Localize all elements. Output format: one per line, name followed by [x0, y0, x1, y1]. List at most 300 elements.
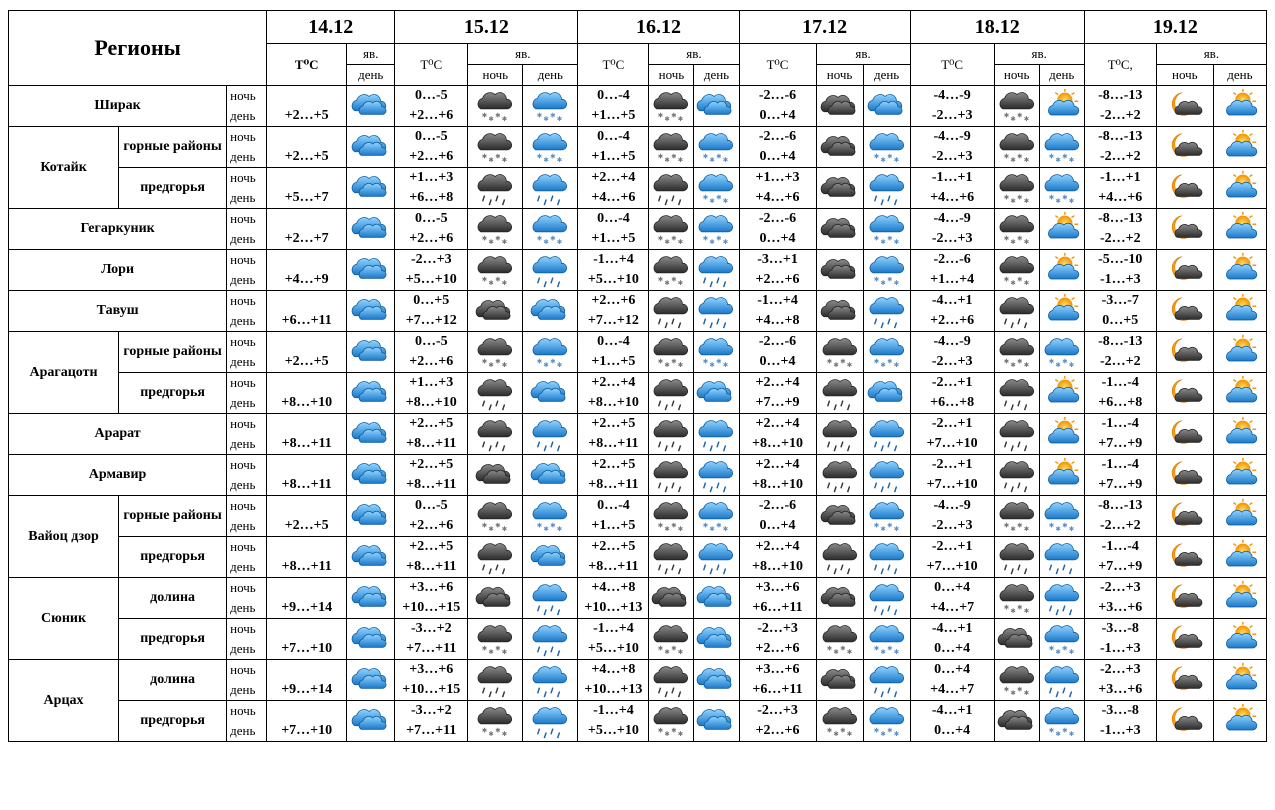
night-label: ночь — [230, 129, 256, 144]
svg-text:✱: ✱ — [537, 153, 543, 161]
moon-cloud-icon — [1156, 291, 1213, 332]
cloud-rain-icon — [649, 373, 694, 414]
temp-night: -2…+3 — [1099, 662, 1141, 677]
temp-day: 0…+4 — [759, 518, 796, 533]
cloud-snow-blue-icon — [1039, 168, 1084, 209]
cloud-rain-icon — [468, 537, 523, 578]
temp-cell — [578, 660, 649, 701]
day-header-3: день — [694, 65, 739, 86]
svg-text:✱: ✱ — [879, 280, 886, 288]
temp-cell — [1084, 578, 1156, 619]
temp-cell — [267, 660, 347, 701]
svg-text:✱: ✱ — [846, 362, 852, 370]
temp-cell — [910, 127, 994, 168]
temp-header-5: T⁰C — [910, 44, 994, 86]
night-day-labels — [227, 578, 267, 619]
cloud-rain-blue-icon — [523, 701, 578, 742]
temp-day: +4…+7 — [930, 682, 975, 697]
svg-text:✱: ✱ — [502, 362, 508, 370]
temp-header-3: T⁰C — [578, 44, 649, 86]
date-header-6: 19.12 — [1084, 11, 1266, 44]
svg-text:✱: ✱ — [678, 362, 684, 370]
temp-night: -3…-8 — [1101, 621, 1139, 636]
svg-text:✱: ✱ — [1055, 362, 1061, 370]
svg-text:✱: ✱ — [482, 358, 488, 366]
temp-cell — [739, 86, 816, 127]
cloud-dark-icon — [994, 619, 1039, 660]
cloud-blue-icon — [694, 578, 739, 619]
temp-cell — [910, 86, 994, 127]
svg-text:✱: ✱ — [873, 645, 879, 653]
temp-night: -3…+1 — [757, 252, 798, 267]
cloud-blue-icon — [523, 291, 578, 332]
cloud-blue-icon — [347, 537, 395, 578]
temp-cell — [739, 701, 816, 742]
svg-text:✱: ✱ — [723, 362, 729, 370]
temp-day: +7…+11 — [406, 641, 457, 656]
svg-text:✱: ✱ — [1048, 522, 1055, 530]
night-header-5: ночь — [994, 65, 1039, 86]
temp-day: +7…+9 — [1098, 477, 1143, 492]
cloud-rain-blue-icon — [694, 414, 739, 455]
temp-night: +2…+5 — [591, 416, 636, 431]
cloud-dark-icon — [816, 250, 863, 291]
temp-night: 0…-5 — [414, 129, 448, 144]
temp-cell — [739, 209, 816, 250]
night-day-labels — [227, 414, 267, 455]
cloud-blue-icon — [347, 414, 395, 455]
day-label: день — [230, 559, 256, 574]
temp-day: +2…+6 — [930, 313, 975, 328]
cloud-dark-icon — [468, 291, 523, 332]
temp-day: -2…+3 — [931, 108, 973, 123]
night-label: ночь — [230, 375, 256, 390]
cloud-snow-icon — [468, 209, 523, 250]
svg-text:✱: ✱ — [664, 649, 671, 657]
moon-cloud-icon — [1156, 414, 1213, 455]
night-label: ночь — [230, 580, 256, 595]
svg-text:✱: ✱ — [1061, 645, 1068, 653]
temp-cell — [739, 414, 816, 455]
svg-text:✱: ✱ — [1068, 731, 1075, 739]
cloud-snow-blue-icon — [863, 701, 910, 742]
cloud-rain-blue-icon — [523, 414, 578, 455]
temp-night: 0…-5 — [414, 88, 448, 103]
day-header-4: день — [863, 65, 910, 86]
svg-text:✱: ✱ — [488, 157, 495, 165]
temp-cell — [395, 250, 468, 291]
svg-text:✱: ✱ — [879, 731, 886, 739]
temp-night: +2…+4 — [755, 375, 800, 390]
sun-cloud-icon — [1213, 86, 1266, 127]
svg-text:✱: ✱ — [1016, 194, 1023, 202]
region-name: Арагацотн — [9, 332, 119, 414]
temp-cell — [578, 414, 649, 455]
svg-text:✱: ✱ — [502, 239, 508, 247]
phen-header-1: яв. — [347, 44, 395, 65]
table-row — [9, 250, 1267, 291]
temp-day: +7…+10 — [926, 477, 978, 492]
subregion-name: долина — [119, 578, 227, 619]
temp-cell — [1084, 496, 1156, 537]
moon-cloud-icon — [1156, 660, 1213, 701]
temp-night: 0…-4 — [597, 498, 630, 513]
svg-text:✱: ✱ — [1048, 358, 1055, 366]
temp-day: +10…+13 — [584, 682, 643, 697]
cloud-snow-blue-icon — [694, 496, 739, 537]
svg-text:✱: ✱ — [1055, 157, 1061, 165]
moon-cloud-icon — [1156, 332, 1213, 373]
temp-day: +6…+8 — [409, 190, 454, 205]
temp-day: +2…+5 — [284, 149, 329, 164]
svg-text:✱: ✱ — [482, 153, 488, 161]
temp-night: -2…+1 — [931, 375, 973, 390]
temp-cell — [267, 250, 347, 291]
table-row — [9, 578, 1267, 619]
night-day-labels — [227, 291, 267, 332]
temp-header-1: T⁰C — [267, 44, 347, 86]
svg-text:✱: ✱ — [893, 731, 899, 739]
temp-cell — [1084, 127, 1156, 168]
temp-night: -1…+4 — [593, 621, 634, 636]
cloud-rain-icon — [649, 537, 694, 578]
cloud-dark-icon — [816, 86, 863, 127]
temp-night: 0…-5 — [414, 211, 448, 226]
svg-text:✱: ✱ — [482, 112, 488, 120]
svg-text:✱: ✱ — [678, 731, 684, 739]
temp-cell — [739, 619, 816, 660]
temp-night: -2…-6 — [933, 252, 971, 267]
svg-text:✱: ✱ — [502, 280, 508, 288]
temp-cell — [267, 496, 347, 537]
svg-text:✱: ✱ — [1023, 239, 1030, 247]
temp-night: -4…+1 — [931, 293, 973, 308]
cloud-snow-icon — [468, 86, 523, 127]
svg-text:✱: ✱ — [716, 522, 723, 530]
date-header-2: 15.12 — [395, 11, 578, 44]
svg-text:✱: ✱ — [1068, 526, 1075, 534]
temp-day: +8…+11 — [406, 477, 457, 492]
cloud-blue-icon — [694, 701, 739, 742]
temp-cell — [395, 578, 468, 619]
cloud-dark-icon — [994, 701, 1039, 742]
table-row — [9, 537, 1267, 578]
day-label: день — [230, 436, 256, 451]
temp-day: +8…+11 — [281, 559, 332, 574]
cloud-snow-blue-icon — [694, 168, 739, 209]
temp-day: +2…+6 — [409, 231, 454, 246]
sun-cloud-icon — [1039, 291, 1084, 332]
temp-day: +8…+11 — [281, 477, 332, 492]
temp-cell — [578, 537, 649, 578]
cloud-snow-icon — [468, 496, 523, 537]
svg-text:✱: ✱ — [1048, 645, 1055, 653]
temp-cell — [578, 701, 649, 742]
temp-cell — [578, 86, 649, 127]
svg-text:✱: ✱ — [495, 522, 501, 530]
night-label: ночь — [230, 252, 256, 267]
cloud-snow-blue-icon — [1039, 701, 1084, 742]
svg-text:✱: ✱ — [1055, 731, 1061, 739]
svg-text:✱: ✱ — [1010, 239, 1016, 247]
svg-text:✱: ✱ — [671, 276, 678, 284]
cloud-dark-icon — [816, 168, 863, 209]
temp-night: -4…+1 — [931, 621, 973, 636]
moon-cloud-icon — [1156, 537, 1213, 578]
svg-text:✱: ✱ — [886, 276, 893, 284]
cloud-snow-blue-icon — [694, 127, 739, 168]
cloud-rain-blue-icon — [523, 168, 578, 209]
temp-night: -2…-6 — [758, 129, 797, 144]
sun-cloud-icon — [1213, 660, 1266, 701]
cloud-rain-icon — [468, 414, 523, 455]
cloud-rain-icon — [468, 168, 523, 209]
cloud-snow-icon — [994, 496, 1039, 537]
cloud-snow-blue-icon — [1039, 127, 1084, 168]
temp-day: 0…+4 — [759, 231, 796, 246]
cloud-blue-icon — [523, 455, 578, 496]
svg-text:✱: ✱ — [1023, 157, 1030, 165]
svg-text:✱: ✱ — [826, 645, 832, 653]
svg-text:✱: ✱ — [873, 153, 879, 161]
cloud-dark-icon — [816, 578, 863, 619]
night-day-labels — [227, 537, 267, 578]
region-name: Арарат — [9, 414, 227, 455]
region-name: Арцах — [9, 660, 119, 742]
cloud-snow-icon — [649, 332, 694, 373]
sun-cloud-icon — [1213, 619, 1266, 660]
temp-cell — [1084, 332, 1156, 373]
temp-day: +7…+10 — [926, 436, 978, 451]
temp-night: -8…-13 — [1098, 211, 1143, 226]
cloud-blue-icon — [694, 619, 739, 660]
svg-text:✱: ✱ — [550, 153, 556, 161]
temp-day: +5…+10 — [587, 641, 639, 656]
cloud-dark-icon — [649, 578, 694, 619]
cloud-snow-blue-icon — [523, 209, 578, 250]
cloud-rain-blue-icon — [523, 250, 578, 291]
moon-cloud-icon — [1156, 701, 1213, 742]
temp-night: -4…-9 — [933, 498, 971, 513]
svg-text:✱: ✱ — [658, 112, 664, 120]
svg-text:✱: ✱ — [723, 526, 729, 534]
svg-text:✱: ✱ — [1023, 608, 1030, 616]
cloud-snow-icon — [994, 250, 1039, 291]
temp-day: +6…+8 — [1098, 395, 1143, 410]
svg-text:✱: ✱ — [1048, 727, 1055, 735]
svg-text:✱: ✱ — [671, 645, 678, 653]
temp-day: -2…+3 — [931, 354, 973, 369]
temp-day: +1…+5 — [591, 354, 636, 369]
svg-text:✱: ✱ — [709, 362, 716, 370]
day-label: день — [230, 149, 256, 164]
svg-text:✱: ✱ — [658, 153, 664, 161]
temp-day: +6…+11 — [752, 682, 803, 697]
svg-text:✱: ✱ — [537, 235, 543, 243]
svg-text:✱: ✱ — [488, 362, 495, 370]
temp-day: 0…+4 — [934, 723, 971, 738]
svg-text:✱: ✱ — [1068, 362, 1075, 370]
svg-text:✱: ✱ — [879, 362, 886, 370]
temp-day: +4…+6 — [755, 190, 800, 205]
cloud-blue-icon — [523, 373, 578, 414]
svg-text:✱: ✱ — [1010, 116, 1016, 124]
temp-day: 0…+4 — [759, 108, 796, 123]
svg-text:✱: ✱ — [557, 116, 563, 124]
moon-cloud-icon — [1156, 86, 1213, 127]
svg-text:✱: ✱ — [537, 522, 543, 530]
svg-text:✱: ✱ — [543, 526, 550, 534]
night-label: ночь — [230, 621, 256, 636]
cloud-snow-blue-icon — [694, 209, 739, 250]
cloud-snow-icon — [468, 250, 523, 291]
cloud-blue-icon — [347, 578, 395, 619]
temp-day: +4…+9 — [284, 272, 329, 287]
temp-cell — [739, 291, 816, 332]
night-day-labels — [227, 701, 267, 742]
svg-text:✱: ✱ — [1016, 604, 1023, 612]
temp-day: +4…+6 — [930, 190, 975, 205]
svg-text:✱: ✱ — [846, 649, 852, 657]
temp-day: -2…+2 — [1099, 518, 1141, 533]
temp-cell — [267, 578, 347, 619]
day-header-1: день — [347, 65, 395, 86]
moon-cloud-icon — [1156, 127, 1213, 168]
svg-text:✱: ✱ — [537, 358, 543, 366]
temp-night: -4…-9 — [933, 334, 971, 349]
svg-text:✱: ✱ — [893, 239, 899, 247]
temp-cell — [395, 332, 468, 373]
cloud-rain-icon — [649, 455, 694, 496]
svg-text:✱: ✱ — [557, 362, 563, 370]
temp-cell — [1084, 86, 1156, 127]
temp-cell — [578, 209, 649, 250]
temp-day: +3…+6 — [1098, 600, 1143, 615]
phen-header-3: яв. — [649, 44, 739, 65]
cloud-snow-icon — [649, 250, 694, 291]
temp-day: +10…+15 — [402, 600, 461, 615]
cloud-rain-blue-icon — [863, 414, 910, 455]
svg-text:✱: ✱ — [1068, 157, 1075, 165]
temp-day: +2…+6 — [755, 272, 800, 287]
temp-night: -2…+1 — [931, 416, 973, 431]
temp-night: 0…+5 — [413, 293, 450, 308]
svg-text:✱: ✱ — [716, 358, 723, 366]
temp-cell — [739, 127, 816, 168]
temp-day: +4…+8 — [755, 313, 800, 328]
night-header-6: ночь — [1156, 65, 1213, 86]
cloud-blue-icon — [347, 250, 395, 291]
svg-text:✱: ✱ — [543, 239, 550, 247]
svg-text:✱: ✱ — [1003, 112, 1010, 120]
cloud-snow-icon — [994, 332, 1039, 373]
cloud-rain-icon — [994, 455, 1039, 496]
cloud-rain-blue-icon — [523, 660, 578, 701]
phen-header-5: яв. — [994, 44, 1084, 65]
svg-text:✱: ✱ — [495, 645, 501, 653]
temp-night: -4…-9 — [933, 129, 971, 144]
night-day-labels — [227, 168, 267, 209]
table-row — [9, 127, 1267, 168]
svg-text:✱: ✱ — [550, 522, 556, 530]
svg-text:✱: ✱ — [1010, 526, 1016, 534]
temp-cell — [1084, 168, 1156, 209]
temp-day: +7…+11 — [406, 723, 457, 738]
temp-day: +7…+10 — [926, 559, 978, 574]
svg-text:✱: ✱ — [482, 522, 488, 530]
temp-cell — [1084, 291, 1156, 332]
svg-text:✱: ✱ — [678, 239, 684, 247]
temp-cell — [1084, 373, 1156, 414]
temp-night: -2…+1 — [931, 457, 973, 472]
svg-text:✱: ✱ — [671, 112, 678, 120]
svg-text:✱: ✱ — [873, 358, 879, 366]
night-label: ночь — [230, 211, 256, 226]
temp-night: -3…+2 — [410, 621, 452, 636]
cloud-snow-icon — [994, 86, 1039, 127]
svg-text:✱: ✱ — [886, 358, 893, 366]
temp-cell — [395, 701, 468, 742]
temp-day: +10…+13 — [584, 600, 643, 615]
temp-cell — [1084, 455, 1156, 496]
temp-day: +8…+10 — [752, 559, 803, 574]
svg-text:✱: ✱ — [886, 522, 893, 530]
temp-night: +1…+3 — [409, 170, 454, 185]
svg-text:✱: ✱ — [550, 358, 556, 366]
region-name: Гегаркуник — [9, 209, 227, 250]
cloud-rain-blue-icon — [863, 660, 910, 701]
temp-cell — [267, 373, 347, 414]
svg-text:✱: ✱ — [1023, 116, 1030, 124]
svg-text:✱: ✱ — [886, 645, 893, 653]
temp-night: -1…-4 — [1101, 457, 1139, 472]
date-header-5: 18.12 — [910, 11, 1084, 44]
temp-night: -1…+4 — [593, 703, 634, 718]
temp-night: +3…+6 — [409, 580, 454, 595]
svg-text:✱: ✱ — [488, 116, 495, 124]
cloud-rain-icon — [468, 660, 523, 701]
svg-text:✱: ✱ — [886, 727, 893, 735]
svg-text:✱: ✱ — [1003, 194, 1010, 202]
temp-cell — [910, 291, 994, 332]
cloud-blue-icon — [347, 332, 395, 373]
temp-day: +7…+10 — [281, 641, 333, 656]
temp-cell — [267, 537, 347, 578]
sun-cloud-icon — [1039, 86, 1084, 127]
temp-cell — [267, 414, 347, 455]
temp-day: +8…+10 — [281, 395, 333, 410]
temp-cell — [578, 373, 649, 414]
subregion-name: горные районы — [119, 496, 227, 537]
day-label: день — [230, 723, 256, 738]
temp-day: -2…+2 — [1099, 354, 1141, 369]
temp-night: -8…-13 — [1098, 88, 1143, 103]
svg-text:✱: ✱ — [502, 116, 508, 124]
temp-night: -4…+1 — [931, 703, 973, 718]
temp-day: +2…+5 — [284, 354, 329, 369]
svg-text:✱: ✱ — [1010, 157, 1016, 165]
svg-text:✱: ✱ — [839, 727, 846, 735]
region-name: Армавир — [9, 455, 227, 496]
moon-cloud-icon — [1156, 619, 1213, 660]
cloud-snow-blue-icon — [863, 619, 910, 660]
phen-header-2: яв. — [468, 44, 578, 65]
temp-day: +7…+9 — [1098, 559, 1143, 574]
temp-cell — [395, 414, 468, 455]
temp-cell — [739, 455, 816, 496]
svg-text:✱: ✱ — [537, 112, 543, 120]
cloud-snow-blue-icon — [523, 496, 578, 537]
